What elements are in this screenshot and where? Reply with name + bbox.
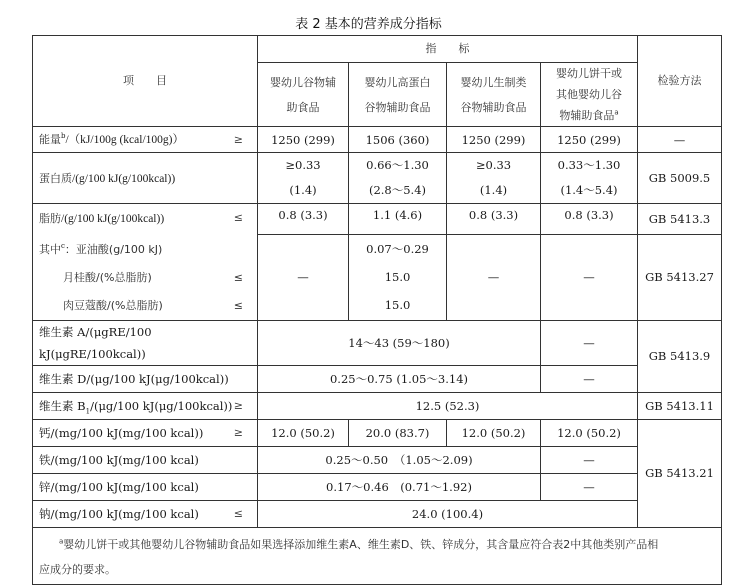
method-cell: — xyxy=(638,127,722,153)
value-cell: 1.1 (4.6) xyxy=(349,204,447,235)
value-cell: 0.33～1.30 (1.4～5.4) xyxy=(541,153,638,204)
header-method: 检验方法 xyxy=(638,36,722,127)
value-cell: 14～43 (59～180) xyxy=(258,320,541,365)
value-cell: 0.8 (3.3) xyxy=(541,204,638,235)
table-footnote-row xyxy=(33,527,722,584)
value-cell: 1250 (299) xyxy=(541,127,638,153)
value-cell: 0.07～0.29 15.0 15.0 xyxy=(349,235,447,321)
value-cell: 1250 (299) xyxy=(258,127,349,153)
method-cell: GB 5413.11 xyxy=(638,392,722,419)
value-cell: 0.8 (3.3) xyxy=(447,204,541,235)
table-row-fat xyxy=(33,204,722,235)
item-sodium: 钠/(mg/100 kJ(mg/100 kcal) ≤ xyxy=(33,500,258,527)
value-cell: 12.5 (52.3) xyxy=(258,392,638,419)
item-zinc: 锌/(mg/100 kJ(mg/100 kcal) xyxy=(33,473,258,500)
value-cell: 0.66～1.30 (2.8～5.4) xyxy=(349,153,447,204)
item-vitamin-a: 维生素 A/(μgRE/100 kJ(μgRE/100kcal)) xyxy=(33,320,258,365)
value-cell: — xyxy=(541,446,638,473)
method-cell: GB 5413.27 xyxy=(638,235,722,321)
value-cell: 12.0 (50.2) xyxy=(258,419,349,446)
item-calcium: 钙/(mg/100 kJ(mg/100 kcal)) ≥ xyxy=(33,419,258,446)
table-row-zinc xyxy=(33,473,722,500)
value-cell: 20.0 (83.7) xyxy=(349,419,447,446)
table-row-sodium xyxy=(33,500,722,527)
table-row-vitamin-a xyxy=(33,320,722,365)
table-row-vitamin-d xyxy=(33,365,722,392)
value-cell: ≥0.33 (1.4) xyxy=(258,153,349,204)
item-energy: 能量$^b$/（kJ/100g (kcal/100g)） ≥ xyxy=(33,127,258,153)
header-category-3: 婴幼儿生制类 谷物辅助食品 xyxy=(447,63,541,127)
header-category-2: 婴幼儿高蛋白 谷物辅助食品 xyxy=(349,63,447,127)
value-cell: 0.17～0.46 (0.71～1.92) xyxy=(258,473,541,500)
header-category-1: 婴幼儿谷物辅 助食品 xyxy=(258,63,349,127)
header-item: 项 目 xyxy=(33,36,258,127)
table-row-protein xyxy=(33,153,722,204)
value-cell: 12.0 (50.2) xyxy=(447,419,541,446)
item-iron: 铁/(mg/100 kJ(mg/100 kcal) xyxy=(33,446,258,473)
value-cell: 12.0 (50.2) xyxy=(541,419,638,446)
method-cell: GB 5413.21 xyxy=(638,419,722,527)
item-protein: 蛋白质/(g/100 kJ(g/100kcal)) xyxy=(33,153,258,204)
value-cell: — xyxy=(541,365,638,392)
value-cell: 1506 (360) xyxy=(349,127,447,153)
value-cell: 1250 (299) xyxy=(447,127,541,153)
item-fat: 脂肪/(g/100 kJ(g/100kcal)) ≤ xyxy=(33,204,258,235)
value-cell: — xyxy=(541,235,638,321)
table-row-fatty-acids xyxy=(33,235,722,321)
item-vitamin-b1: 维生素 $B_1/(\mu g/100$ kJ(μg/100kcal)) ≥ xyxy=(33,392,258,419)
table-row-iron xyxy=(33,446,722,473)
value-cell: ≥0.33 (1.4) xyxy=(447,153,541,204)
nutrition-table xyxy=(32,35,722,585)
method-cell: GB 5009.5 xyxy=(638,153,722,204)
value-cell: 0.8 (3.3) xyxy=(258,204,349,235)
item-fatty-acids: 其中$^c$：亚油酸(g/100 kJ) 月桂酸/(%总脂肪) ≤ 肉豆蔻酸/(%总脂肪) ≤ xyxy=(33,235,258,321)
method-cell: GB 5413.3 xyxy=(638,204,722,235)
value-cell: — xyxy=(447,235,541,321)
table-row-vitamin-b1 xyxy=(33,392,722,419)
value-cell: — xyxy=(541,320,638,365)
value-cell: — xyxy=(258,235,349,321)
item-vitamin-d: 维生素 D/(μg/100 kJ(μg/100kcal)) xyxy=(33,365,258,392)
table-title: 表 2 基本的营养成分指标 xyxy=(295,17,442,32)
table-row-energy xyxy=(33,127,722,153)
value-cell: 24.0 (100.4) xyxy=(258,500,638,527)
header-category-4: 婴幼儿饼干或 其他婴幼儿谷 物辅助食品$^a$ xyxy=(541,63,638,127)
value-cell: — xyxy=(541,473,638,500)
method-cell: GB 5413.9 xyxy=(638,320,722,392)
value-cell: 0.25～0.50 （1.05～2.09) xyxy=(258,446,541,473)
footnote: $^a$婴幼儿饼干或其他婴幼儿谷物辅助食品如果选择添加维生素A、维生素D、铁、锌成分，其含量应符合表2中其他类别产品相 应成分的要求。 xyxy=(33,527,722,584)
table-row-calcium xyxy=(33,419,722,446)
value-cell: 0.25～0.75 (1.05～3.14) xyxy=(258,365,541,392)
header-indicator: 指 标 xyxy=(258,36,638,63)
